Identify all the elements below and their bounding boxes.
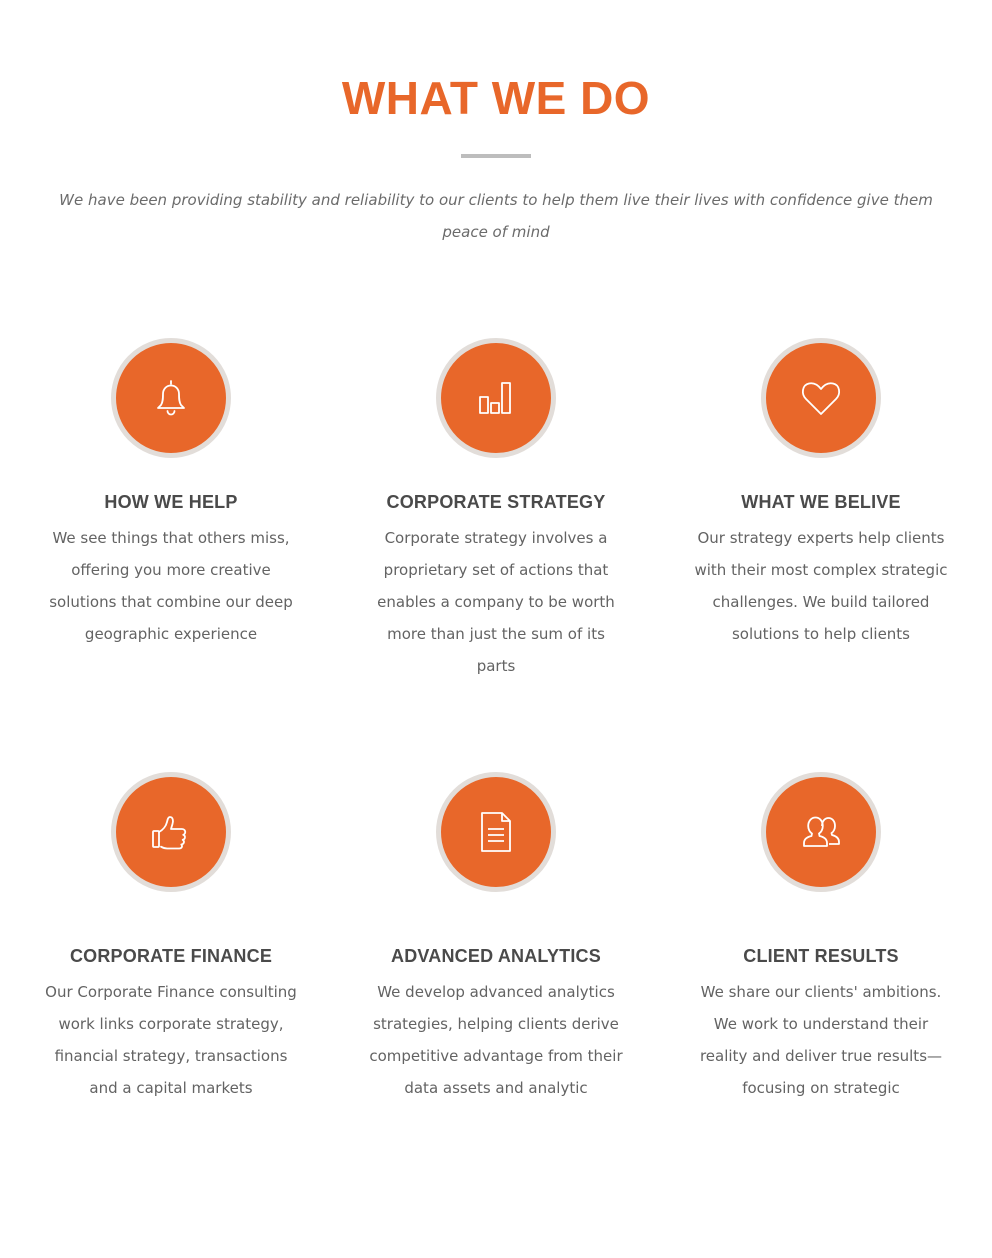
service-title: ADVANCED ANALYTICS xyxy=(391,946,601,966)
service-title: CORPORATE STRATEGY xyxy=(386,492,606,512)
service-title: HOW WE HELP xyxy=(104,492,238,512)
service-description: Corporate strategy involves a proprietary set of actions that enables a company to be worth more than just the sum of its parts xyxy=(377,529,615,675)
service-what-we-belive xyxy=(671,338,971,678)
thumbs-up-icon xyxy=(146,807,196,857)
section-title: WHAT WE DO xyxy=(341,72,651,124)
service-icon-button[interactable] xyxy=(111,338,231,458)
service-corporate-finance xyxy=(21,772,321,1142)
service-description: We develop advanced analytics strategies, helping clients derive competitive advantage from their data assets and analytic xyxy=(369,983,623,1097)
service-icon-button[interactable] xyxy=(436,338,556,458)
title-divider xyxy=(461,154,531,158)
service-corporate-strategy xyxy=(346,338,646,678)
document-icon xyxy=(471,807,521,857)
service-icon-button[interactable] xyxy=(436,772,556,892)
service-description: Our strategy experts help clients with their most complex strategic challenges. We build tailored solutions to help clients xyxy=(694,529,948,643)
service-how-we-help xyxy=(21,338,321,678)
service-title: CLIENT RESULTS xyxy=(743,946,899,966)
service-description: Our Corporate Finance consulting work links corporate strategy, financial strategy, transactions and a capital markets xyxy=(45,983,297,1097)
service-description: We share our clients' ambitions. We work to understand their reality and deliver true results—focusing on strategic xyxy=(699,983,943,1097)
service-title: WHAT WE BELIVE xyxy=(741,492,901,512)
service-icon-button[interactable] xyxy=(761,338,881,458)
heart-icon xyxy=(796,373,846,423)
bell-icon xyxy=(146,373,196,423)
service-icon-button[interactable] xyxy=(761,772,881,892)
service-advanced-analytics xyxy=(346,772,646,1142)
service-title: CORPORATE FINANCE xyxy=(69,946,273,966)
section-intro: We have been providing stability and reliability to our clients to help them live their lives with confidence give them peace of mind xyxy=(59,191,933,241)
service-client-results xyxy=(671,772,971,1142)
users-icon xyxy=(796,807,846,857)
bar-chart-icon xyxy=(471,373,521,423)
service-icon-button[interactable] xyxy=(111,772,231,892)
service-description: We see things that others miss, offering you more creative solutions that combine our deep geographic experience xyxy=(49,529,293,643)
